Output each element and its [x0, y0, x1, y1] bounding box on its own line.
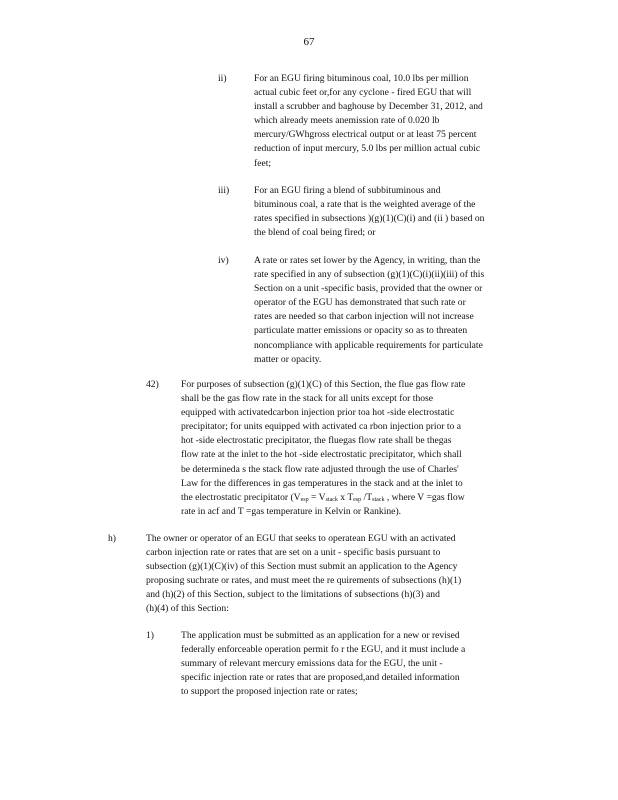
text-line: reduction of input mercury, 5.0 lbs per million actual cubic	[254, 143, 481, 155]
paragraph-iv	[254, 254, 540, 367]
text-line: For an EGU firing bituminous coal, 10.0 lbs per million	[254, 73, 469, 84]
paragraph-ii	[254, 72, 540, 171]
text-line: carbon injection rate or rates that are set on a unit - specific basis pursuant to	[146, 547, 441, 559]
text-line: noncompliance with applicable requirements for particulate	[254, 339, 483, 351]
text-line: (h)(4) of this Section:	[146, 603, 229, 615]
formula-equals: = V	[308, 491, 326, 503]
text-line: rate specified in any of subsection (g)(1)(C)(i)(ii)(iii) of this	[254, 269, 485, 281]
item-label-h: h)	[108, 533, 116, 544]
text-line: particulate matter emissions or opacity so as to threaten	[254, 325, 468, 337]
text-line: shall be the gas flow rate in the stack for all units except for those	[181, 393, 434, 405]
formula-prefix: the electrostatic precipitator (V	[181, 491, 301, 503]
text-line: federally enforceable operation permit fo r the EGU, and it must include a	[181, 644, 466, 656]
text-line: bituminous coal, a rate that is the weighted average of the	[254, 199, 476, 211]
paragraph-iii	[254, 184, 540, 240]
formula-sub-esp-2: esp	[353, 496, 362, 503]
text-line: matter or opacity.	[254, 353, 322, 365]
text-line: subsection (g)(1)(C)(iv) of this Section must submit an application to the Agency	[146, 561, 458, 573]
text-line: flow rate at the inlet to the hot -side electrostatic precipitator, which shall	[181, 449, 462, 461]
formula-divide: /T	[361, 491, 373, 503]
text-line: install a scrubber and baghouse by December 31, 2012, and	[254, 101, 483, 113]
formula-line	[181, 491, 541, 505]
text-line: rates are needed so that carbon injection will not increase	[254, 311, 474, 323]
formula-sub-stack-2: stack	[372, 496, 385, 503]
text-line: specific injection rate or rates that are proposed,and detailed information	[181, 672, 460, 684]
paragraph-42	[181, 378, 541, 519]
text-line: rate in acf and T =gas temperature in Kelvin or Rankine).	[181, 505, 402, 517]
formula-suffix: , where V =gas flow	[384, 491, 465, 503]
item-label-iv: iv)	[218, 255, 229, 266]
text-line: Section on a unit -specific basis, provided that the owner or	[254, 283, 483, 295]
text-line: be determineda s the stack flow rate adjusted through the use of Charles'	[181, 463, 459, 475]
text-line: feet;	[254, 157, 272, 169]
formula-times: x T	[337, 491, 354, 503]
text-line: A rate or rates set lower by the Agency, in writing, than the	[254, 255, 481, 266]
page-number: 67	[303, 36, 315, 48]
item-label-iii: iii)	[218, 185, 230, 196]
text-line: which already meets anemission rate of 0.020 lb	[254, 115, 440, 127]
item-label-42: 42)	[146, 379, 159, 390]
formula-sub-esp: esp	[300, 496, 309, 503]
text-line: the blend of coal being fired; or	[254, 227, 376, 239]
item-label-ii: ii)	[218, 73, 227, 84]
formula-sub-stack: stack	[325, 496, 338, 503]
text-line: to support the proposed injection rate or rates;	[181, 686, 358, 698]
text-line: The application must be submitted as an application for a new or revised	[181, 630, 460, 641]
text-line: proposing suchrate or rates, and must meet the re quirements of subsections (h)(1)	[146, 575, 462, 587]
text-line: The owner or operator of an EGU that seeks to operatean EGU with an activated	[146, 533, 456, 544]
paragraph-h	[146, 532, 541, 617]
text-line: precipitator; for units equipped with activated ca rbon injection prior to a	[181, 421, 461, 433]
item-label-1: 1)	[146, 630, 154, 641]
text-line: and (h)(2) of this Section, subject to the limitations of subsections (h)(3) and	[146, 589, 440, 601]
text-line: operator of the EGU has demonstrated that such rate or	[254, 297, 466, 309]
paragraph-1	[181, 629, 541, 699]
text-line: actual cubic feet or,for any cyclone - fired EGU that will	[254, 87, 472, 99]
text-line: For purposes of subsection (g)(1)(C) of this Section, the flue gas flow rate	[181, 379, 466, 390]
text-line: hot -side electrostatic precipitator, the fluegas flow rate shall be thegas	[181, 435, 452, 447]
text-line: mercury/GWhgross electrical output or at least 75 percent	[254, 129, 477, 141]
text-line: rates specified in subsections )(g)(1)(C)(i) and (ii ) based on	[254, 213, 485, 225]
text-line: For an EGU firing a blend of subbituminous and	[254, 185, 441, 196]
text-line: equipped with activatedcarbon injection prior toa hot -side electrostatic	[181, 407, 455, 419]
text-line: Law for the differences in gas temperatures in the stack and at the inlet to	[181, 477, 463, 489]
text-line: summary of relevant mercury emissions data for the EGU, the unit -	[181, 658, 443, 670]
